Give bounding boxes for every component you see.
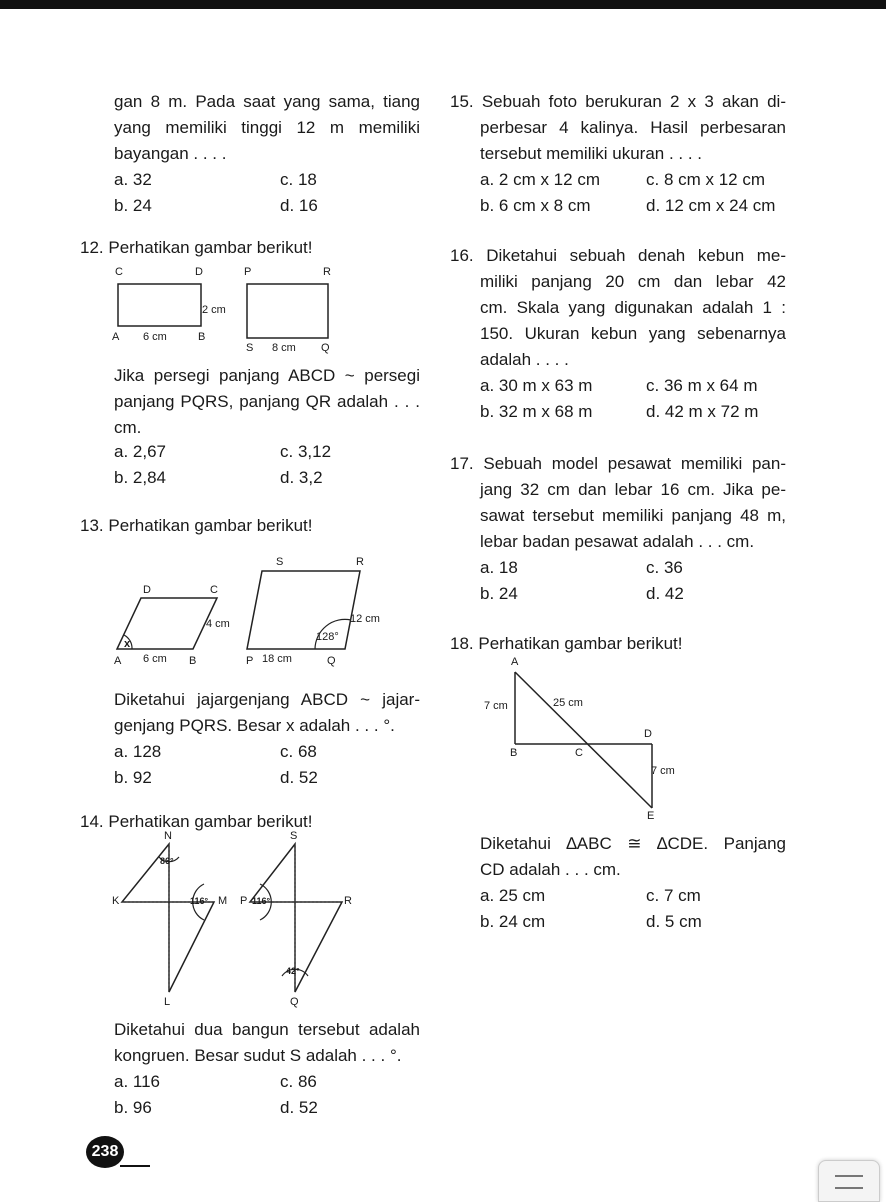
q11-line-1: gan 8 m. Pada saat yang sama, tiang [114, 92, 420, 111]
q14-label-n: N [164, 830, 172, 842]
q11-line-2: yang memiliki tinggi 12 m memiliki [114, 118, 420, 137]
q18-title: 18. Perhatikan gambar berikut! [450, 634, 683, 653]
q14-option-a: a. 116 [114, 1072, 161, 1091]
q13-label-s: S [276, 556, 284, 568]
q13-label-r: R [356, 556, 364, 568]
q14-label-42: 42° [286, 966, 300, 976]
q16-line-5: adalah . . . . [480, 350, 569, 369]
q14-line-2: kongruen. Besar sudut S adalah . . . °. [114, 1046, 402, 1065]
q18-label-e: E [647, 810, 655, 822]
q12-line-2: panjang PQRS, panjang QR adalah . . . [114, 392, 420, 411]
page-number: 238 [86, 1136, 124, 1168]
q12-label-ab: 6 cm [143, 331, 167, 343]
q15-option-a: a. 2 cm x 12 cm [480, 170, 600, 189]
q17-line-1: 17. Sebuah model pesawat memiliki pan- [450, 454, 786, 473]
q16-option-c: c. 36 m x 64 m [646, 376, 758, 395]
q13-label-qr: 12 cm [350, 613, 380, 625]
q13-label-a: A [114, 655, 122, 667]
q15-line-3: tersebut memiliki ukuran . . . . [480, 144, 703, 163]
q13-line-1: Diketahui jajargenjang ABCD ~ jajar- [114, 690, 420, 709]
q13-label-ab: 6 cm [143, 653, 167, 665]
q11-option-a: a. 32 [114, 170, 152, 189]
q15-line-1: 15. Sebuah foto berukuran 2 x 3 akan di- [450, 92, 786, 111]
q14-label-116-p: 116° [252, 896, 271, 906]
q12-title: 12. Perhatikan gambar berikut! [80, 238, 313, 257]
q16-line-1: 16. Diketahui sebuah denah kebun me- [450, 246, 786, 265]
q13-label-p: P [246, 655, 254, 667]
q12-label-d: D [195, 266, 203, 278]
q14-label-s: S [290, 830, 298, 842]
q14-label-86: 86° [160, 856, 174, 866]
q11-line-3: bayangan . . . . [114, 144, 227, 163]
q14-option-b: b. 96 [114, 1098, 152, 1117]
menu-icon-line-1 [835, 1175, 863, 1177]
q18-option-a: a. 25 cm [480, 886, 546, 905]
q17-line-4: lebar badan pesawat adalah . . . cm. [480, 532, 755, 551]
q18-label-a: A [511, 656, 519, 668]
q15-line-2: perbesar 4 kalinya. Hasil perbesaran [480, 118, 786, 137]
q12-label-r: R [323, 266, 331, 278]
q12-label-s: S [246, 342, 254, 354]
q13-label-pq: 18 cm [262, 653, 292, 665]
q12-label-sq: 8 cm [272, 342, 296, 354]
q14-label-l: L [164, 996, 171, 1008]
q14-label-q: Q [290, 996, 299, 1008]
page-number-underline [120, 1165, 150, 1167]
q13-label-d: D [143, 584, 151, 596]
q16-line-4: 150. Ukuran kebun yang sebenarnya [480, 324, 786, 343]
q13-label-angle: 128° [316, 631, 339, 643]
q12-option-c: c. 3,12 [280, 442, 332, 461]
q18-label-b: B [510, 747, 518, 759]
q18-label-de: 7 cm [651, 765, 675, 777]
q11-option-b: b. 24 [114, 196, 152, 215]
q12-label-a: A [112, 331, 120, 343]
q12-label-b: B [198, 331, 206, 343]
q18-line-1: Diketahui ∆ABC ≅ ∆CDE. Panjang [480, 834, 786, 853]
q14-label-r: R [344, 895, 352, 907]
q16-option-d: d. 42 m x 72 m [646, 402, 759, 421]
q12-line-3: cm. [114, 418, 142, 437]
q13-label-b: B [189, 655, 197, 667]
q17-line-3: sawat tersebut memiliki panjang 48 m, [480, 506, 786, 525]
q14-label-m: M [218, 895, 228, 907]
menu-button[interactable] [818, 1160, 880, 1202]
q14-line-1: Diketahui dua bangun tersebut adalah [114, 1020, 420, 1039]
q18-line-2: CD adalah . . . cm. [480, 860, 621, 879]
q13-option-b: b. 92 [114, 768, 152, 787]
q13-option-a: a. 128 [114, 742, 162, 761]
q12-label-q: Q [321, 342, 330, 354]
q12-option-d: d. 3,2 [280, 468, 323, 487]
q13-label-q: Q [327, 655, 336, 667]
q17-line-2: jang 32 cm dan lebar 16 cm. Jika pe- [480, 480, 786, 499]
q18-label-ab: 7 cm [484, 700, 508, 712]
q12-label-p: P [244, 266, 252, 278]
q16-line-3: cm. Skala yang digunakan adalah 1 : [480, 298, 786, 317]
q12-label-c: C [115, 266, 123, 278]
q13-line-2: genjang PQRS. Besar x adalah . . . °. [114, 716, 395, 735]
menu-icon-line-2 [835, 1187, 863, 1189]
q13-label-bc: 4 cm [206, 618, 230, 630]
q17-option-a: a. 18 [480, 558, 518, 577]
q16-option-b: b. 32 m x 68 m [480, 402, 593, 421]
q14-label-k: K [112, 895, 120, 907]
q18-label-d: D [644, 728, 652, 740]
q14-label-p: P [240, 895, 248, 907]
q18-label-c: C [575, 747, 583, 759]
q18-option-d: d. 5 cm [646, 912, 702, 931]
q16-line-2: miliki panjang 20 cm dan lebar 42 [480, 272, 786, 291]
q15-option-c: c. 8 cm x 12 cm [646, 170, 766, 189]
q18-segment-ae [515, 672, 652, 808]
q14-option-c: c. 86 [280, 1072, 317, 1091]
q12-line-1: Jika persegi panjang ABCD ~ persegi [114, 366, 420, 385]
q14-label-116-m: 116° [190, 896, 209, 906]
q17-option-b: b. 24 [480, 584, 518, 603]
q14-title: 14. Perhatikan gambar berikut! [80, 812, 313, 831]
q13-label-c: C [210, 584, 218, 596]
q13-option-c: c. 68 [280, 742, 317, 761]
q11-option-c: c. 18 [280, 170, 317, 189]
q12-option-a: a. 2,67 [114, 442, 166, 461]
q15-option-d: d. 12 cm x 24 cm [646, 196, 776, 215]
q18-option-b: b. 24 cm [480, 912, 546, 931]
q12-label-bc: 2 cm [202, 304, 226, 316]
q11-option-d: d. 16 [280, 196, 318, 215]
q18-label-ac: 25 cm [553, 697, 583, 709]
q17-option-d: d. 42 [646, 584, 684, 603]
q16-option-a: a. 30 m x 63 m [480, 376, 593, 395]
q17-option-c: c. 36 [646, 558, 683, 577]
q18-option-c: c. 7 cm [646, 886, 701, 905]
q12-option-b: b. 2,84 [114, 468, 166, 487]
q14-option-d: d. 52 [280, 1098, 318, 1117]
q13-option-d: d. 52 [280, 768, 318, 787]
q13-label-x: x [124, 638, 131, 650]
q13-title: 13. Perhatikan gambar berikut! [80, 516, 313, 535]
q15-option-b: b. 6 cm x 8 cm [480, 196, 591, 215]
